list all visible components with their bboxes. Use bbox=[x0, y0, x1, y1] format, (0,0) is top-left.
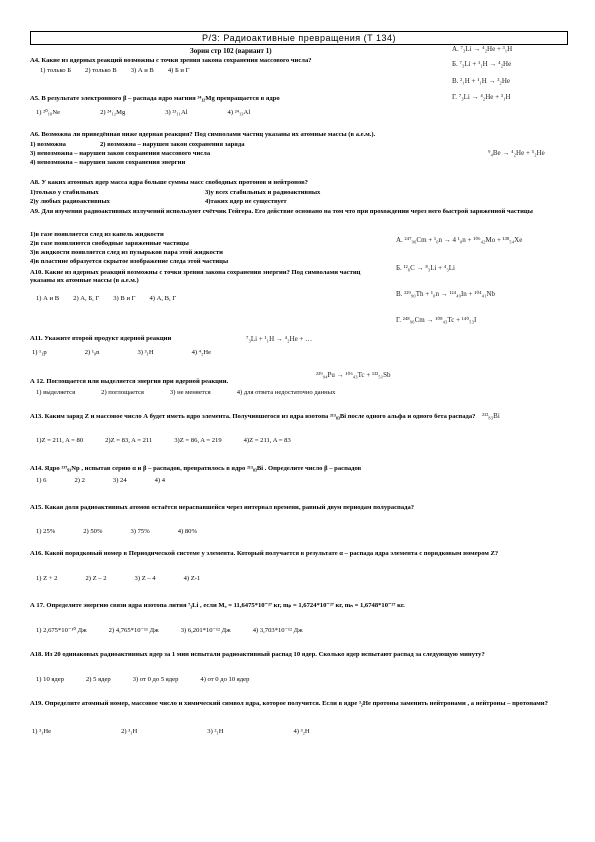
answer-a6-1[interactable]: 1) возможна bbox=[30, 141, 66, 148]
answer-option[interactable]: 3) ²₁H bbox=[207, 728, 224, 735]
question-id: А15. bbox=[30, 504, 44, 511]
answer-option[interactable]: 2) 4,765*10⁻¹¹ Дж bbox=[108, 627, 159, 634]
answer-option[interactable]: 4) ⁴₂He bbox=[191, 349, 212, 356]
question-text: Определите энергию связи ядра изотопа лития ⁷₃Li , если Mₐ = 11,6475*10⁻²⁷ кг, mₚ = 1,6724*10⁻²⁷ кг, mₙ = 1,6748*10⁻²⁷ кг. bbox=[46, 602, 405, 609]
answer-option[interactable]: 3) 75% bbox=[130, 528, 150, 535]
answer-option[interactable]: 3) В и Г bbox=[113, 295, 136, 302]
answers-a11 bbox=[32, 349, 211, 357]
answer-option[interactable]: 2) 50% bbox=[83, 528, 103, 535]
answer-option[interactable]: 1) только Б bbox=[40, 67, 72, 74]
reaction-a4-g: Г. ⁷₃Li → ⁴₂He + ³₁H bbox=[452, 93, 511, 101]
answer-option[interactable]: 4) Б и Г bbox=[167, 67, 190, 74]
question-text: Какие из ядерных реакций возможны с точки зрения закона сохранения массового числа? bbox=[41, 57, 312, 64]
question-id: А13. bbox=[30, 413, 44, 420]
question-text: Каким заряд Z и массовое число А будет иметь ядро элемента. Получившегося из ядра изотопа ²¹³₈₃Bi после одного альфа и одного бета распада? bbox=[44, 413, 476, 420]
answer-option[interactable]: 1) выделяется bbox=[36, 389, 76, 396]
reaction-a9-g: Г. ²⁴⁸₉₆Cm → ¹⁰⁸₄₃Tc + ¹⁴⁰₅₃I bbox=[396, 316, 477, 324]
answers-a4 bbox=[40, 67, 189, 75]
answer-option[interactable]: 4) ³₂H bbox=[293, 728, 310, 735]
reaction-a12: ²³⁹₉₄Pu → ¹⁰⁶₄₃Tc + ¹³³₅₁Sb bbox=[316, 371, 391, 379]
answer-option[interactable]: 2) Z – 2 bbox=[85, 575, 107, 582]
question-text: Какая доля радиоактивных атомов остаётся нераспавшейся через интервал времени, равный двум периодам полураспада? bbox=[44, 504, 415, 511]
question-text: В результате электронного β – распада ядро магния ²⁴₁₂Mg превращается в ядро bbox=[41, 95, 280, 102]
question-text: Укажите второй продукт ядерной реакции bbox=[44, 335, 172, 342]
answer-option[interactable]: 1) А и В bbox=[36, 295, 60, 302]
reaction-a9-a: А. ²⁴⁷₉₆Cm + ¹₀n → 4 ¹₀n + ¹⁰⁶₄₂Mo + ¹³⁸₅₄Xe bbox=[396, 236, 523, 244]
question-a19 bbox=[30, 700, 565, 708]
reaction-a13-isotope: ²¹³₈₃Bi bbox=[482, 412, 500, 420]
answer-option[interactable]: 3) от 0 до 5 ядер bbox=[132, 676, 179, 683]
question-a18 bbox=[30, 651, 565, 659]
answer-a8-2[interactable]: 2)у любых радиоактивных bbox=[30, 198, 110, 205]
answer-a8-3[interactable]: 3)у всех стабильных и радиоактивных bbox=[205, 189, 321, 196]
reaction-a9-v: В. ²²⁹₉₀Th + ¹₀n → ¹²⁴₄₉In + ¹⁰⁴₄₁Nb bbox=[396, 290, 496, 298]
answer-a6-3[interactable]: 3) невозможна – нарушен закон сохранения массового числа bbox=[30, 150, 211, 157]
answer-option[interactable]: 3) ²³₁₁Al bbox=[165, 109, 188, 116]
answer-option[interactable]: 4) от 0 до 10 ядер bbox=[200, 676, 250, 683]
answer-a6-4[interactable]: 4) невозможна – нарушен закон сохранения энергии bbox=[30, 159, 186, 166]
answer-option[interactable]: 1) ²⁰₁₀Ne bbox=[36, 109, 61, 116]
question-id: А19. bbox=[30, 700, 44, 707]
answer-option[interactable]: 1) 25% bbox=[36, 528, 56, 535]
answer-option[interactable]: 1) ¹₁p bbox=[32, 349, 47, 356]
question-a10 bbox=[30, 269, 380, 285]
answer-a9-3[interactable]: 3)в жидкости появляется след из пузырьков пара этой жидкости bbox=[30, 249, 223, 256]
question-a13 bbox=[30, 413, 565, 421]
answers-a18 bbox=[36, 676, 249, 684]
answer-option[interactable]: 2) ¹₀n bbox=[84, 349, 100, 356]
reaction-a4-v: В. ²₁H + ¹₁H → ³₂He bbox=[452, 77, 511, 85]
answers-a17 bbox=[36, 627, 303, 635]
answer-option[interactable]: 2) только В bbox=[85, 67, 117, 74]
answer-option[interactable]: 3) ³₁H bbox=[137, 349, 154, 356]
answers-a13 bbox=[36, 437, 291, 445]
answer-option[interactable]: 1) ³₁He bbox=[32, 728, 52, 735]
question-a5 bbox=[30, 95, 280, 103]
answers-a10 bbox=[36, 295, 176, 303]
answer-option[interactable]: 2)Z = 83, A = 211 bbox=[105, 437, 153, 444]
reaction-a4-a: А. ⁷₃Li → ⁴₂He + ³₁H bbox=[452, 45, 513, 53]
question-text: Какой порядковый номер в Периодической системе у элемента. Который получается в результате α – распада ядра элемента с порядковым номером Z? bbox=[44, 550, 499, 557]
answers-a16 bbox=[36, 575, 200, 583]
question-id: А 12. bbox=[30, 378, 45, 385]
question-text: Определите атомный номер, массовое число и химический символ ядра, которое получится. Если в ядре ³₂He протоны заменить нейтронами , а нейтроны – протонами? bbox=[44, 700, 548, 707]
question-id: А8. bbox=[30, 179, 40, 186]
question-a8 bbox=[30, 179, 308, 187]
question-a14 bbox=[30, 465, 361, 473]
question-a6 bbox=[30, 131, 375, 139]
question-id: А16. bbox=[30, 550, 44, 557]
question-a11 bbox=[30, 335, 171, 343]
question-text: Какие из ядерных реакций возможны с точки зрения закона сохранения энергии? Под символами частиц указаны их атомные массы (в а.е.м.) bbox=[30, 269, 361, 284]
answer-option[interactable]: 4) Z-1 bbox=[183, 575, 201, 582]
answer-option[interactable]: 2) ³₁H bbox=[121, 728, 138, 735]
answer-a9-2[interactable]: 2)в газе появляются свободные заряженные частицы bbox=[30, 240, 189, 247]
answer-option[interactable]: 2) ²⁴₁₂Mg bbox=[100, 109, 126, 116]
answer-option[interactable]: 4) ²⁴₁₃Al bbox=[227, 109, 251, 116]
question-id: А10. bbox=[30, 269, 44, 276]
answer-option[interactable]: 1) 10 ядер bbox=[36, 676, 64, 683]
question-id: А5. bbox=[30, 95, 40, 102]
answers-a5 bbox=[36, 109, 250, 117]
answer-option[interactable]: 1) 6 bbox=[36, 477, 47, 484]
question-id: А11. bbox=[30, 335, 43, 342]
question-a9 bbox=[30, 208, 565, 216]
answer-a9-1[interactable]: 1)в газе появляется след из капель жидкости bbox=[30, 231, 164, 238]
answer-option[interactable]: 2) 2 bbox=[74, 477, 85, 484]
answer-option[interactable]: 4) 3,703*10⁻¹² Дж bbox=[252, 627, 303, 634]
question-id: А9. bbox=[30, 208, 40, 215]
answers-a12 bbox=[36, 389, 335, 397]
answer-option[interactable]: 4) 4 bbox=[154, 477, 166, 484]
question-id: А6. bbox=[30, 131, 40, 138]
question-id: А 17. bbox=[30, 602, 45, 609]
answer-a8-1[interactable]: 1)только у стабильных bbox=[30, 189, 99, 196]
answer-option[interactable]: 4)Z = 211, A = 83 bbox=[243, 437, 291, 444]
answers-a19 bbox=[32, 728, 310, 736]
question-text: Возможна ли приведённая ниже ядерная реакция? Под символами частиц указаны их атомные массы (в а.е.м.). bbox=[41, 131, 376, 138]
question-id: А14. bbox=[30, 465, 44, 472]
answer-option[interactable]: 2) А, Б, Г bbox=[73, 295, 100, 302]
question-text: У каких атомных ядер масса ядра больше суммы масс свободных протонов и нейтронов? bbox=[41, 179, 308, 186]
answers-a14 bbox=[36, 477, 165, 485]
answer-option[interactable]: 3) Z – 4 bbox=[134, 575, 156, 582]
question-text: Ядро ²³⁷₉₃Np , испытав серию α и β – распадов, превратилось в ядро ²¹³₈₃Bi . Определите число β – распадов bbox=[44, 465, 362, 472]
answer-option[interactable]: 4) для ответа недостаточно данных bbox=[236, 389, 336, 396]
question-text: Поглощается или выделяется энергия при ядерной реакции. bbox=[46, 378, 229, 385]
answer-option[interactable]: 2) 5 ядер bbox=[86, 676, 111, 683]
question-a17 bbox=[30, 602, 565, 610]
question-a16 bbox=[30, 550, 565, 558]
answer-option[interactable]: 4) 80% bbox=[177, 528, 197, 535]
answer-option[interactable]: 3) не меняется bbox=[169, 389, 211, 396]
answer-option[interactable]: 1) Z + 2 bbox=[36, 575, 58, 582]
worksheet-header: Р/З: Радиоактивные превращения (T 134) bbox=[30, 31, 568, 45]
answer-a6-2[interactable]: 2) возможна – нарушен закон сохранения заряда bbox=[100, 141, 245, 148]
question-id: А18. bbox=[30, 651, 44, 658]
question-a15 bbox=[30, 504, 565, 512]
reaction-a9-b: Б. ¹²₆C → ⁸₃Li + ⁴₃Li bbox=[396, 264, 455, 272]
answer-option[interactable]: 3) 6,201*10⁻¹² Дж bbox=[180, 627, 231, 634]
answers-a15 bbox=[36, 528, 197, 536]
answer-option[interactable]: 3) 24 bbox=[112, 477, 127, 484]
answer-option[interactable]: 4) А, В, Г bbox=[149, 295, 177, 302]
reaction-a4-b: Б. ⁷₃Li + ¹₁H → ⁴₂He bbox=[452, 60, 512, 68]
question-a12 bbox=[30, 378, 228, 386]
question-text: Для изучения радиоактивных излучений используют счётчик Гейгера. Его действие основано на том что при прохождении через него быстрой заряженной частицы bbox=[41, 208, 533, 215]
question-text: Из 20 одинаковых радиоактивных ядер за 1 мин испытали радиоактивный распад 10 ядер. Сколько ядер испытают распад за следующую минуту? bbox=[44, 651, 485, 658]
answer-option[interactable]: 3) А и В bbox=[130, 67, 154, 74]
worksheet-subtitle: Зорин стр 102 (вариант 1) bbox=[190, 47, 272, 55]
answer-option[interactable]: 2) поглощается bbox=[101, 389, 144, 396]
reaction-a6: ⁹₄Be → ⁴₂He + ⁵₂He bbox=[488, 149, 545, 157]
answer-option[interactable]: 1)Z = 211, A = 80 bbox=[36, 437, 84, 444]
answer-option[interactable]: 1) 2,675*10⁻¹⁰ Дж bbox=[36, 627, 87, 634]
question-a4 bbox=[30, 57, 312, 65]
answer-option[interactable]: 3)Z = 86, A = 219 bbox=[174, 437, 222, 444]
question-id: A4. bbox=[30, 57, 40, 64]
reaction-a11: ⁷₃Li + ¹₁H → ⁴₂He + … bbox=[246, 335, 313, 343]
answer-a8-4[interactable]: 4)таких ядер не существует bbox=[205, 198, 287, 205]
answer-a9-4[interactable]: 4)в пластине образуется скрытое изображение следа этой частицы bbox=[30, 258, 229, 265]
